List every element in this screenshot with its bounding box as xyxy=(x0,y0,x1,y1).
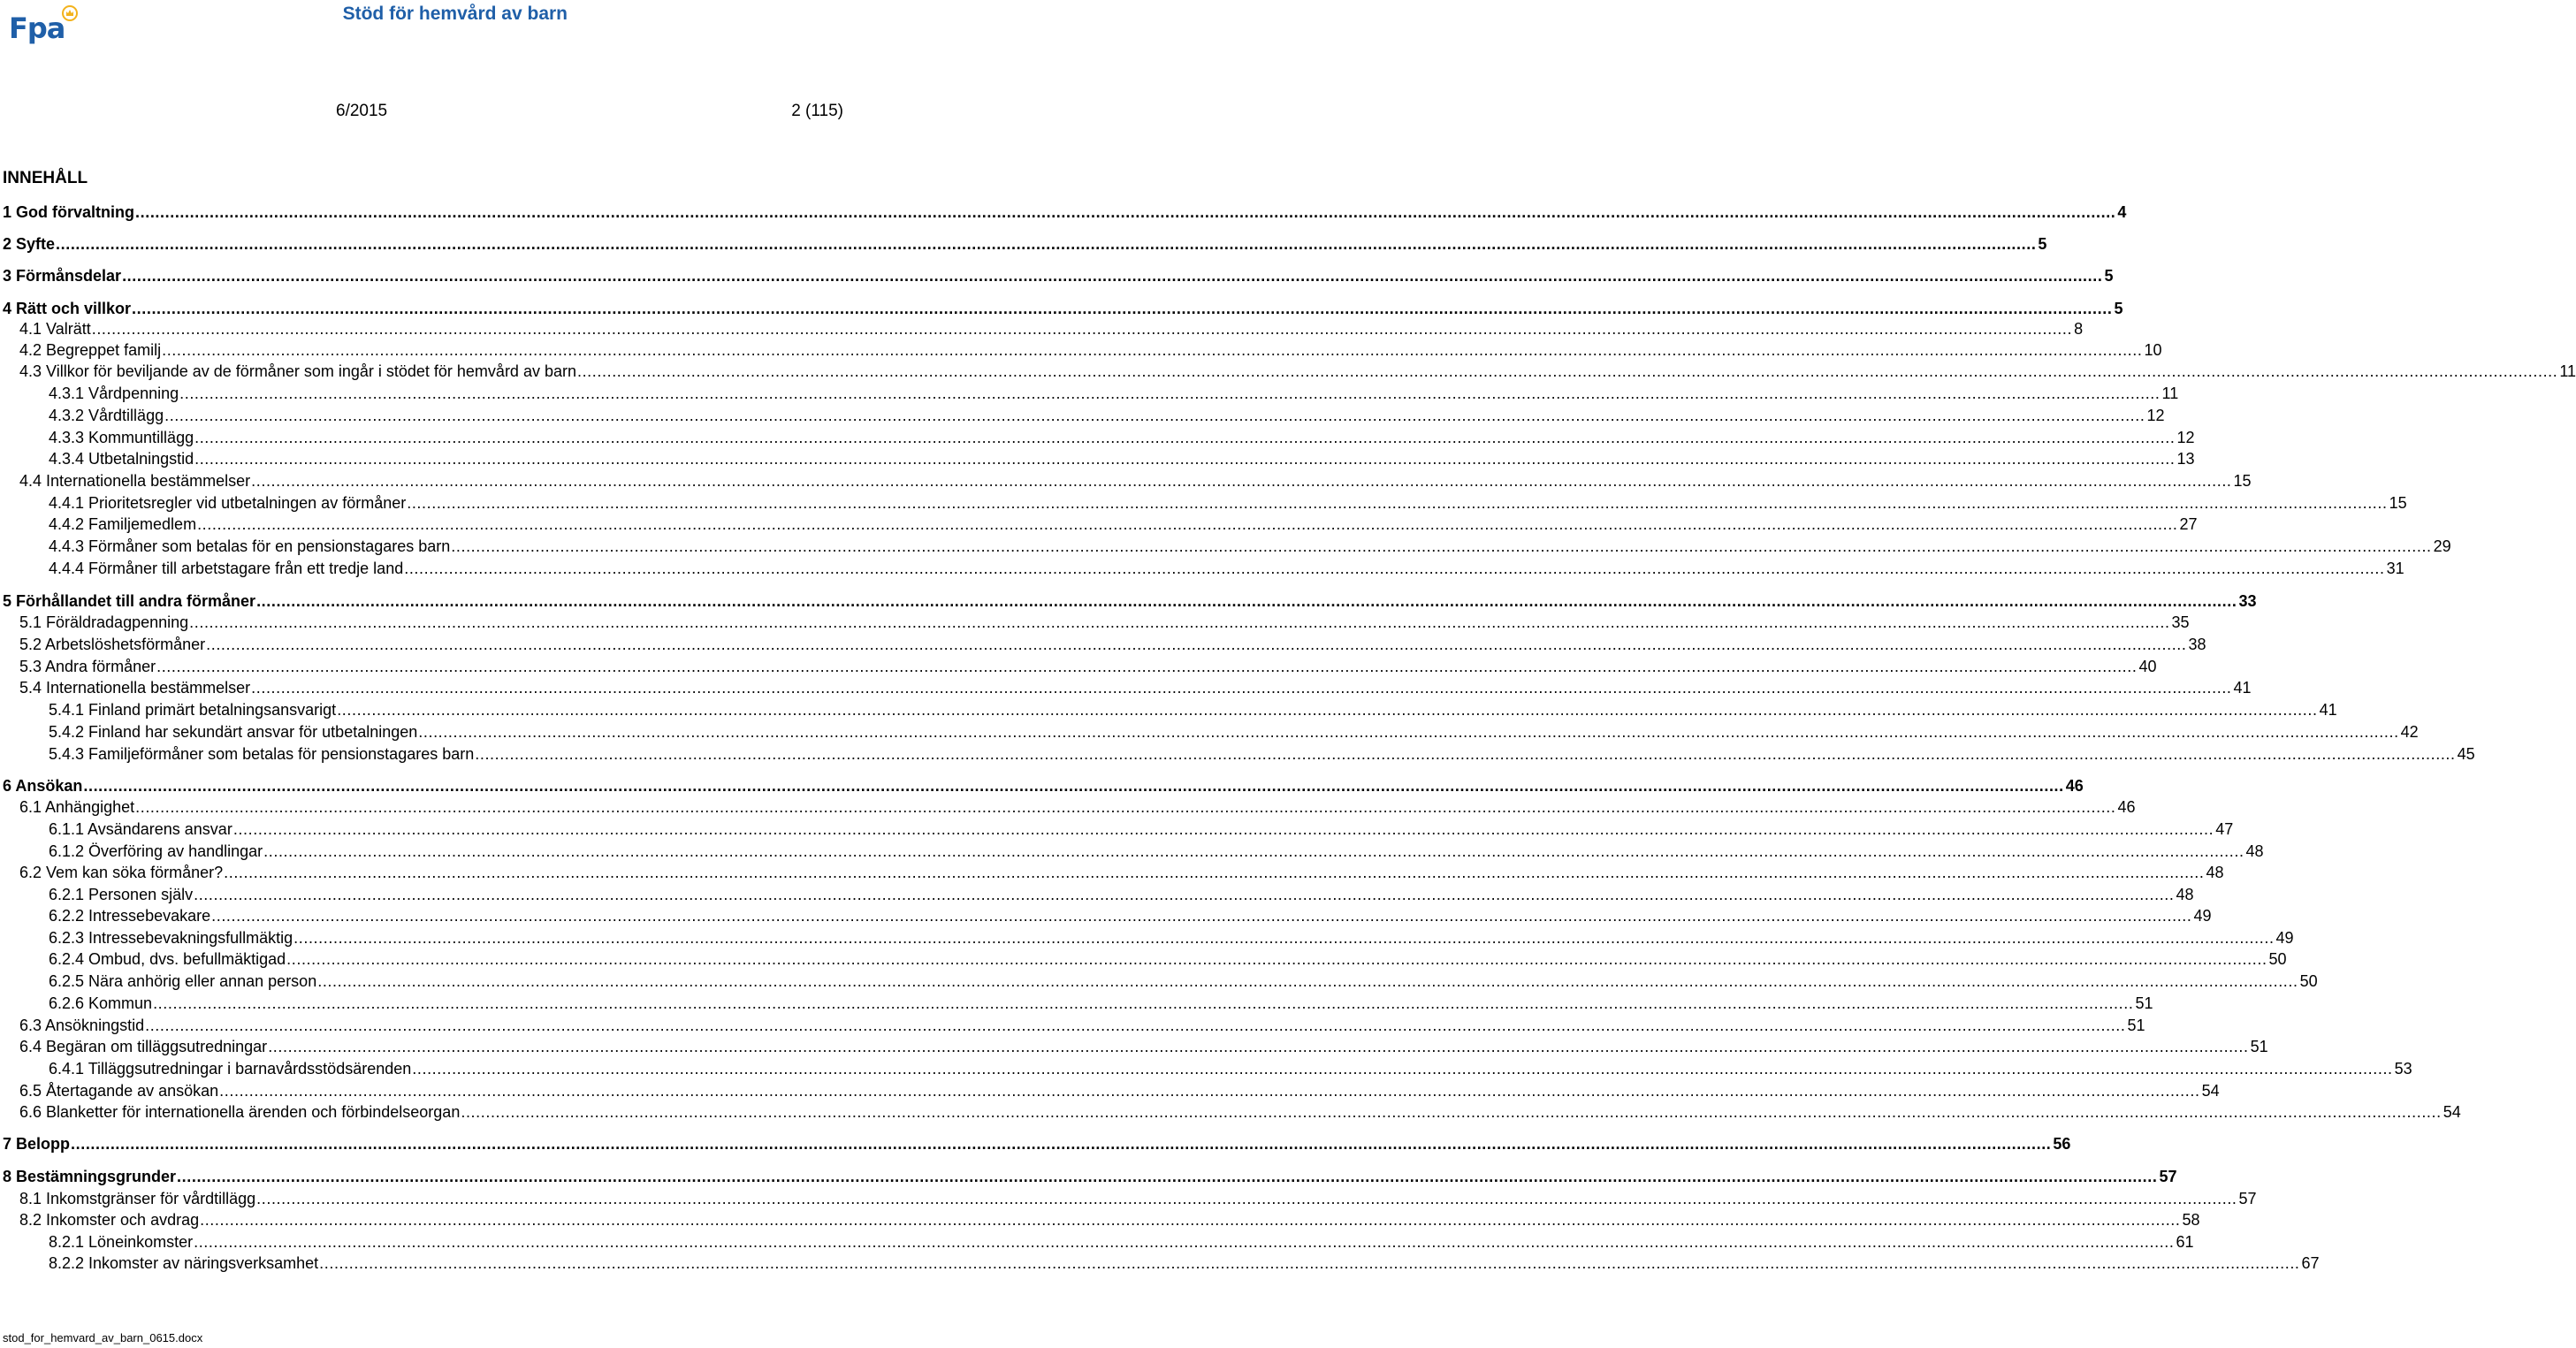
toc-entry-page: 47 xyxy=(2215,820,2234,838)
toc-entry-page: 29 xyxy=(2433,537,2451,555)
toc-entry[interactable] xyxy=(3,1134,2071,1154)
toc-entry-label: 6.2.4 Ombud, dvs. befullmäktigad xyxy=(49,950,286,968)
toc-entry[interactable] xyxy=(49,559,2405,578)
toc-entry[interactable] xyxy=(49,449,2195,468)
toc-entry-label: 6.2.5 Nära anhörig eller annan person xyxy=(49,972,317,990)
toc-leader-dots: ................................................................................................................................................................................................................................................................................................................................................................................................................ xyxy=(418,723,2399,741)
toc-entry-label: 4.4.1 Prioritetsregler vid utbetalningen av förmåner xyxy=(49,494,407,512)
toc-entry-label: 5.4.2 Finland har sekundärt ansvar för utbetalningen xyxy=(49,723,418,741)
toc-entry-label: 8 Bestämningsgrunder xyxy=(3,1168,177,1185)
toc-entry-page: 15 xyxy=(2233,472,2252,490)
toc-leader-dots: ................................................................................................................................................................................................................................................................................................................................................................................................................ xyxy=(132,300,2113,317)
toc-entry-page: 10 xyxy=(2144,341,2162,359)
crown-icon xyxy=(62,5,78,21)
toc-entry-label: 4.4.4 Förmåner till arbetstagare från ett tredje land xyxy=(49,560,404,577)
toc-entry-label: 5.4.3 Familjeförmåner som betalas för pensionstagares barn xyxy=(49,745,475,763)
toc-entry-label: 8.1 Inkomstgränser för vårdtillägg xyxy=(19,1190,256,1207)
toc-entry-page: 45 xyxy=(2457,745,2475,763)
document-title: Stöd för hemvård av barn xyxy=(342,4,568,24)
toc-entry-page: 46 xyxy=(2065,777,2084,795)
toc-entry-label: 2 Syfte xyxy=(3,235,56,253)
toc-entry-label: 6.2.1 Personen själv xyxy=(49,886,194,903)
toc-entry-page: 8 xyxy=(2074,320,2084,338)
toc-entry-page: 46 xyxy=(2117,798,2136,816)
toc-leader-dots: ................................................................................................................................................................................................................................................................................................................................................................................................................ xyxy=(153,994,2134,1012)
toc-entry[interactable] xyxy=(3,591,2257,611)
toc-entry-label: 4.4.2 Familjemedlem xyxy=(49,515,197,533)
toc-entry-page: 41 xyxy=(2319,701,2337,719)
toc-leader-dots: ................................................................................................................................................................................................................................................................................................................................................................................................................ xyxy=(179,385,2161,402)
toc-entry-page: 50 xyxy=(2268,950,2287,968)
toc-entry-page: 57 xyxy=(2238,1190,2257,1207)
toc-entry-label: 6.1 Anhängighet xyxy=(19,798,135,816)
toc-entry[interactable] xyxy=(49,994,2153,1013)
toc-entry[interactable] xyxy=(19,340,2162,360)
toc-entry-page: 12 xyxy=(2146,407,2165,424)
toc-entry-page: 51 xyxy=(2250,1038,2268,1055)
toc-entry[interactable] xyxy=(19,1189,2257,1208)
toc-entry[interactable] xyxy=(3,299,2123,318)
toc-entry-label: 6.5 Återtagande av ansökan xyxy=(19,1082,219,1100)
toc-entry[interactable] xyxy=(19,1210,2200,1230)
toc-entry[interactable] xyxy=(49,700,2337,720)
toc-entry[interactable] xyxy=(3,776,2084,796)
toc-entry[interactable] xyxy=(49,819,2234,839)
toc-entry-label: 6.6 Blanketter för internationella ärenden och förbindelseorgan xyxy=(19,1103,461,1121)
toc-entry-page: 51 xyxy=(2135,994,2153,1012)
toc-entry[interactable] xyxy=(49,971,2318,991)
toc-leader-dots: ................................................................................................................................................................................................................................................................................................................................................................................................................ xyxy=(219,1082,2200,1100)
fpa-logo-text: Fpa xyxy=(9,11,65,45)
toc-entry-label: 6.2.2 Intressebevakare xyxy=(49,907,211,925)
toc-entry[interactable] xyxy=(19,471,2252,491)
toc-entry-page: 38 xyxy=(2188,636,2206,653)
toc-leader-dots: ................................................................................................................................................................................................................................................................................................................................................................................................................ xyxy=(194,886,2175,903)
toc-entry-label: 6.2.6 Kommun xyxy=(49,994,153,1012)
toc-entry-page: 67 xyxy=(2301,1254,2320,1272)
toc-entry-page: 48 xyxy=(2206,864,2224,881)
toc-entry[interactable] xyxy=(3,202,2127,222)
toc-entry-label: 8.2.1 Löneinkomster xyxy=(49,1233,194,1251)
toc-entry[interactable] xyxy=(49,514,2198,534)
toc-entry-label: 8.2 Inkomster och avdrag xyxy=(19,1211,200,1229)
toc-entry-page: 5 xyxy=(2104,267,2114,285)
toc-entry[interactable] xyxy=(19,1037,2268,1056)
toc-leader-dots: ................................................................................................................................................................................................................................................................................................................................................................................................................ xyxy=(251,472,2232,490)
toc-entry-page: 51 xyxy=(2127,1017,2145,1034)
toc-leader-dots: ................................................................................................................................................................................................................................................................................................................................................................................................................ xyxy=(256,1190,2237,1207)
toc-leader-dots: ................................................................................................................................................................................................................................................................................................................................................................................................................ xyxy=(71,1135,2052,1153)
toc-entry-page: 15 xyxy=(2389,494,2407,512)
toc-entry-label: 4.2 Begreppet familj xyxy=(19,341,162,359)
toc-leader-dots: ................................................................................................................................................................................................................................................................................................................................................................................................................ xyxy=(83,777,2064,795)
toc-leader-dots: ................................................................................................................................................................................................................................................................................................................................................................................................................ xyxy=(194,1233,2175,1251)
toc-entry-label: 5.4 Internationella bestämmelser xyxy=(19,679,251,697)
toc-entry-label: 5.1 Föräldradagpenning xyxy=(19,613,189,631)
toc-leader-dots: ................................................................................................................................................................................................................................................................................................................................................................................................................ xyxy=(162,341,2143,359)
toc-entry-page: 41 xyxy=(2233,679,2252,697)
toc-leader-dots: ................................................................................................................................................................................................................................................................................................................................................................................................................ xyxy=(135,203,2116,221)
toc-entry-label: 1 God förvaltning xyxy=(3,203,135,221)
toc-leader-dots: ................................................................................................................................................................................................................................................................................................................................................................................................................ xyxy=(224,864,2205,881)
toc-leader-dots: ................................................................................................................................................................................................................................................................................................................................................................................................................ xyxy=(164,407,2145,424)
toc-entry[interactable] xyxy=(19,1102,2461,1122)
toc-entry[interactable] xyxy=(3,234,2047,254)
toc-leader-dots: ................................................................................................................................................................................................................................................................................................................................................................................................................ xyxy=(286,950,2267,968)
toc-entry-page: 56 xyxy=(2053,1135,2071,1153)
toc-entry-page: 4 xyxy=(2117,203,2127,221)
toc-entry[interactable] xyxy=(49,1059,2412,1078)
toc-leader-dots: ................................................................................................................................................................................................................................................................................................................................................................................................................ xyxy=(156,658,2138,675)
toc-entry[interactable] xyxy=(19,1016,2145,1035)
toc-entry-label: 5 Förhållandet till andra förmåner xyxy=(3,592,256,610)
toc-entry[interactable] xyxy=(49,744,2475,764)
toc-entry-page: 31 xyxy=(2386,560,2405,577)
toc-leader-dots: ................................................................................................................................................................................................................................................................................................................................................................................................................ xyxy=(451,537,2432,555)
toc-entry-page: 53 xyxy=(2394,1060,2412,1078)
toc-entry-label: 3 Förmånsdelar xyxy=(3,267,122,285)
toc-leader-dots: ................................................................................................................................................................................................................................................................................................................................................................................................................ xyxy=(189,613,2170,631)
toc-entry[interactable] xyxy=(19,613,2190,632)
toc-entry-page: 42 xyxy=(2400,723,2419,741)
toc-entry[interactable] xyxy=(19,319,2084,339)
toc-entry-page: 61 xyxy=(2176,1233,2194,1251)
toc-leader-dots: ................................................................................................................................................................................................................................................................................................................................................................................................................ xyxy=(232,820,2214,838)
toc-entry-label: 4 Rätt och villkor xyxy=(3,300,132,317)
toc-entry-label: 4.3 Villkor för beviljande av de förmåner som ingår i stödet för hemvård av barn xyxy=(19,362,576,380)
toc-entry-page: 48 xyxy=(2245,842,2264,860)
toc-leader-dots: ................................................................................................................................................................................................................................................................................................................................................................................................................ xyxy=(319,1254,2300,1272)
toc-entry[interactable] xyxy=(49,406,2165,425)
toc-entry-label: 6.4.1 Tilläggsutredningar i barnavårdsstödsärenden xyxy=(49,1060,412,1078)
toc-entry-label: 4.4 Internationella bestämmelser xyxy=(19,472,251,490)
toc-entry-page: 5 xyxy=(2114,300,2123,317)
toc-entry-label: 4.3.1 Vårdpenning xyxy=(49,385,179,402)
toc-entry-page: 11 xyxy=(2559,362,2576,380)
toc-leader-dots: ................................................................................................................................................................................................................................................................................................................................................................................................................ xyxy=(263,842,2244,860)
toc-entry[interactable] xyxy=(19,657,2157,676)
toc-leader-dots: ................................................................................................................................................................................................................................................................................................................................................................................................................ xyxy=(135,798,2116,816)
toc-entry[interactable] xyxy=(49,842,2264,861)
toc-entry-page: 49 xyxy=(2193,907,2212,925)
toc-entry[interactable] xyxy=(49,906,2212,925)
toc-entry[interactable] xyxy=(49,493,2407,513)
toc-leader-dots: ................................................................................................................................................................................................................................................................................................................................................................................................................ xyxy=(268,1038,2249,1055)
toc-entry[interactable] xyxy=(3,1167,2177,1186)
toc-entry[interactable] xyxy=(49,885,2194,904)
toc-entry-label: 4.4.3 Förmåner som betalas för en pensionstagares barn xyxy=(49,537,451,555)
toc-entry[interactable] xyxy=(19,863,2224,882)
toc-leader-dots: ................................................................................................................................................................................................................................................................................................................................................................................................................ xyxy=(206,636,2187,653)
toc-leader-dots: ................................................................................................................................................................................................................................................................................................................................................................................................................ xyxy=(475,745,2456,763)
toc-entry-page: 13 xyxy=(2176,450,2195,468)
toc-entry-label: 4.3.2 Vårdtillägg xyxy=(49,407,164,424)
toc-entry-label: 4.3.3 Kommuntillägg xyxy=(49,429,194,446)
toc-leader-dots: ................................................................................................................................................................................................................................................................................................................................................................................................................ xyxy=(256,592,2237,610)
toc-entry[interactable] xyxy=(19,362,2576,381)
toc-leader-dots: ................................................................................................................................................................................................................................................................................................................................................................................................................ xyxy=(145,1017,2126,1034)
toc-entry-label: 8.2.2 Inkomster av näringsverksamhet xyxy=(49,1254,319,1272)
toc-entry-label: 6.4 Begäran om tilläggsutredningar xyxy=(19,1038,268,1055)
toc-leader-dots: ................................................................................................................................................................................................................................................................................................................................................................................................................ xyxy=(317,972,2298,990)
toc-entry-page: 35 xyxy=(2171,613,2190,631)
toc-leader-dots: ................................................................................................................................................................................................................................................................................................................................................................................................................ xyxy=(200,1211,2181,1229)
toc-entry[interactable] xyxy=(49,928,2294,948)
toc-leader-dots: ................................................................................................................................................................................................................................................................................................................................................................................................................ xyxy=(194,450,2176,468)
toc-heading: INNEHÅLL xyxy=(3,169,88,187)
toc-entry-label: 5.2 Arbetslöshetsförmåner xyxy=(19,636,206,653)
toc-entry-label: 5.4.1 Finland primärt betalningsansvarigt xyxy=(49,701,337,719)
toc-entry-label: 5.3 Andra förmåner xyxy=(19,658,156,675)
toc-leader-dots: ................................................................................................................................................................................................................................................................................................................................................................................................................ xyxy=(461,1103,2442,1121)
toc-leader-dots: ................................................................................................................................................................................................................................................................................................................................................................................................................ xyxy=(197,515,2178,533)
toc-entry-label: 6.2 Vem kan söka förmåner? xyxy=(19,864,224,881)
toc-entry[interactable] xyxy=(19,678,2252,697)
toc-entry[interactable] xyxy=(19,1081,2220,1100)
toc-entry[interactable] xyxy=(49,384,2179,403)
toc-leader-dots: ................................................................................................................................................................................................................................................................................................................................................................................................................ xyxy=(412,1060,2393,1078)
toc-entry[interactable] xyxy=(49,1253,2320,1273)
toc-entry-label: 6.3 Ansökningstid xyxy=(19,1017,145,1034)
toc-entry-page: 5 xyxy=(2038,235,2047,253)
toc-entry-page: 48 xyxy=(2176,886,2194,903)
toc-entry-page: 27 xyxy=(2179,515,2198,533)
toc-entry-label: 4.1 Valrätt xyxy=(19,320,91,338)
toc-leader-dots: ................................................................................................................................................................................................................................................................................................................................................................................................................ xyxy=(251,679,2232,697)
toc-entry-page: 49 xyxy=(2275,929,2294,947)
toc-entry-page: 11 xyxy=(2161,385,2179,402)
toc-leader-dots: ................................................................................................................................................................................................................................................................................................................................................................................................................ xyxy=(407,494,2388,512)
toc-leader-dots: ................................................................................................................................................................................................................................................................................................................................................................................................................ xyxy=(56,235,2037,253)
toc-entry[interactable] xyxy=(19,635,2206,654)
toc-leader-dots: ................................................................................................................................................................................................................................................................................................................................................................................................................ xyxy=(177,1168,2158,1185)
toc-entry[interactable] xyxy=(49,949,2287,969)
toc-entry-label: 6.2.3 Intressebevakningsfullmäktig xyxy=(49,929,293,947)
toc-entry-label: 4.3.4 Utbetalningstid xyxy=(49,450,194,468)
fpa-logo xyxy=(9,4,78,48)
toc-leader-dots: ................................................................................................................................................................................................................................................................................................................................................................................................................ xyxy=(404,560,2385,577)
toc-entry-page: 33 xyxy=(2238,592,2257,610)
toc-entry-page: 58 xyxy=(2182,1211,2200,1229)
toc-leader-dots: ................................................................................................................................................................................................................................................................................................................................................................................................................ xyxy=(211,907,2192,925)
toc-entry-page: 57 xyxy=(2159,1168,2177,1185)
toc-entry-page: 54 xyxy=(2201,1082,2220,1100)
page-number: 2 (115) xyxy=(791,102,843,120)
toc-entry-label: 6.1.2 Överföring av handlingar xyxy=(49,842,263,860)
toc-entry-page: 54 xyxy=(2443,1103,2461,1121)
toc-leader-dots: ................................................................................................................................................................................................................................................................................................................................................................................................................ xyxy=(293,929,2275,947)
toc-entry[interactable] xyxy=(3,266,2114,286)
toc-leader-dots: ................................................................................................................................................................................................................................................................................................................................................................................................................ xyxy=(122,267,2103,285)
toc-entry-page: 12 xyxy=(2176,429,2195,446)
toc-entry[interactable] xyxy=(49,428,2195,447)
toc-leader-dots: ................................................................................................................................................................................................................................................................................................................................................................................................................ xyxy=(337,701,2318,719)
toc-entry[interactable] xyxy=(49,1232,2194,1252)
footer-filename: stod_for_hemvard_av_barn_0615.docx xyxy=(3,1331,203,1344)
toc-entry[interactable] xyxy=(49,537,2451,556)
toc-leader-dots: ................................................................................................................................................................................................................................................................................................................................................................................................................ xyxy=(194,429,2176,446)
toc-entry-label: 7 Belopp xyxy=(3,1135,71,1153)
document-date: 6/2015 xyxy=(336,102,388,120)
toc-leader-dots: ................................................................................................................................................................................................................................................................................................................................................................................................................ xyxy=(91,320,2073,338)
toc-entry[interactable] xyxy=(19,797,2136,817)
toc-leader-dots: ................................................................................................................................................................................................................................................................................................................................................................................................................ xyxy=(576,362,2558,380)
toc-entry-page: 40 xyxy=(2138,658,2157,675)
toc-entry[interactable] xyxy=(49,722,2419,742)
toc-entry-label: 6.1.1 Avsändarens ansvar xyxy=(49,820,232,838)
toc-entry-page: 50 xyxy=(2299,972,2318,990)
toc-entry-label: 6 Ansökan xyxy=(3,777,83,795)
